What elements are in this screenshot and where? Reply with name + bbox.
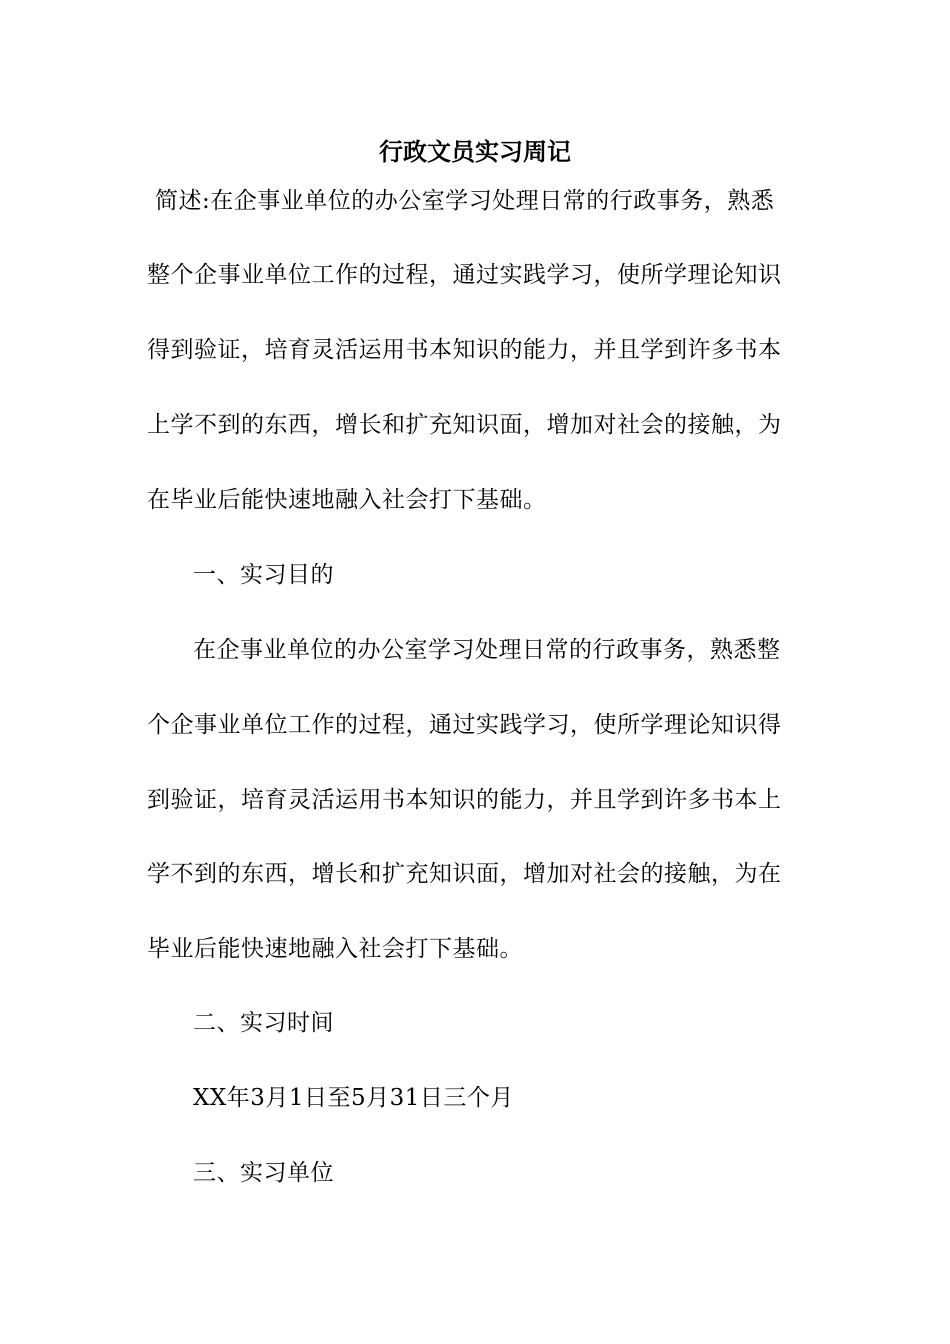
section-heading-time: 二、实习时间 bbox=[193, 1010, 334, 1036]
abstract-line: 简述:在企事业单位的办公室学习处理日常的行政事务，熟悉 bbox=[155, 188, 775, 214]
abstract-line: 在毕业后能快速地融入社会打下基础。 bbox=[147, 487, 547, 513]
paragraph-line: 学不到的东西，增长和扩充知识面，增加对社会的接触，为在 bbox=[147, 861, 782, 887]
abstract-line: 上学不到的东西，增长和扩充知识面，增加对社会的接触，为 bbox=[147, 412, 782, 438]
internship-period-text: XX年3月1日至5月31日三个月 bbox=[193, 1085, 514, 1111]
paragraph-line: 在企事业单位的办公室学习处理日常的行政事务，熟悉整 bbox=[193, 637, 781, 663]
paragraph-line: 个企事业单位工作的过程，通过实践学习，使所学理论知识得 bbox=[147, 712, 782, 738]
document-title: 行政文员实习周记 bbox=[379, 137, 571, 166]
section-heading-unit: 三、实习单位 bbox=[193, 1160, 334, 1186]
section-heading-purpose: 一、实习目的 bbox=[193, 562, 334, 588]
paragraph-line: 毕业后能快速地融入社会打下基础。 bbox=[147, 936, 523, 962]
abstract-line: 得到验证，培育灵活运用书本知识的能力，并且学到许多书本 bbox=[147, 337, 782, 363]
abstract-line: 整个企事业单位工作的过程，通过实践学习，使所学理论知识 bbox=[147, 262, 782, 288]
paragraph-line: 到验证，培育灵活运用书本知识的能力，并且学到许多书本上 bbox=[147, 787, 782, 813]
